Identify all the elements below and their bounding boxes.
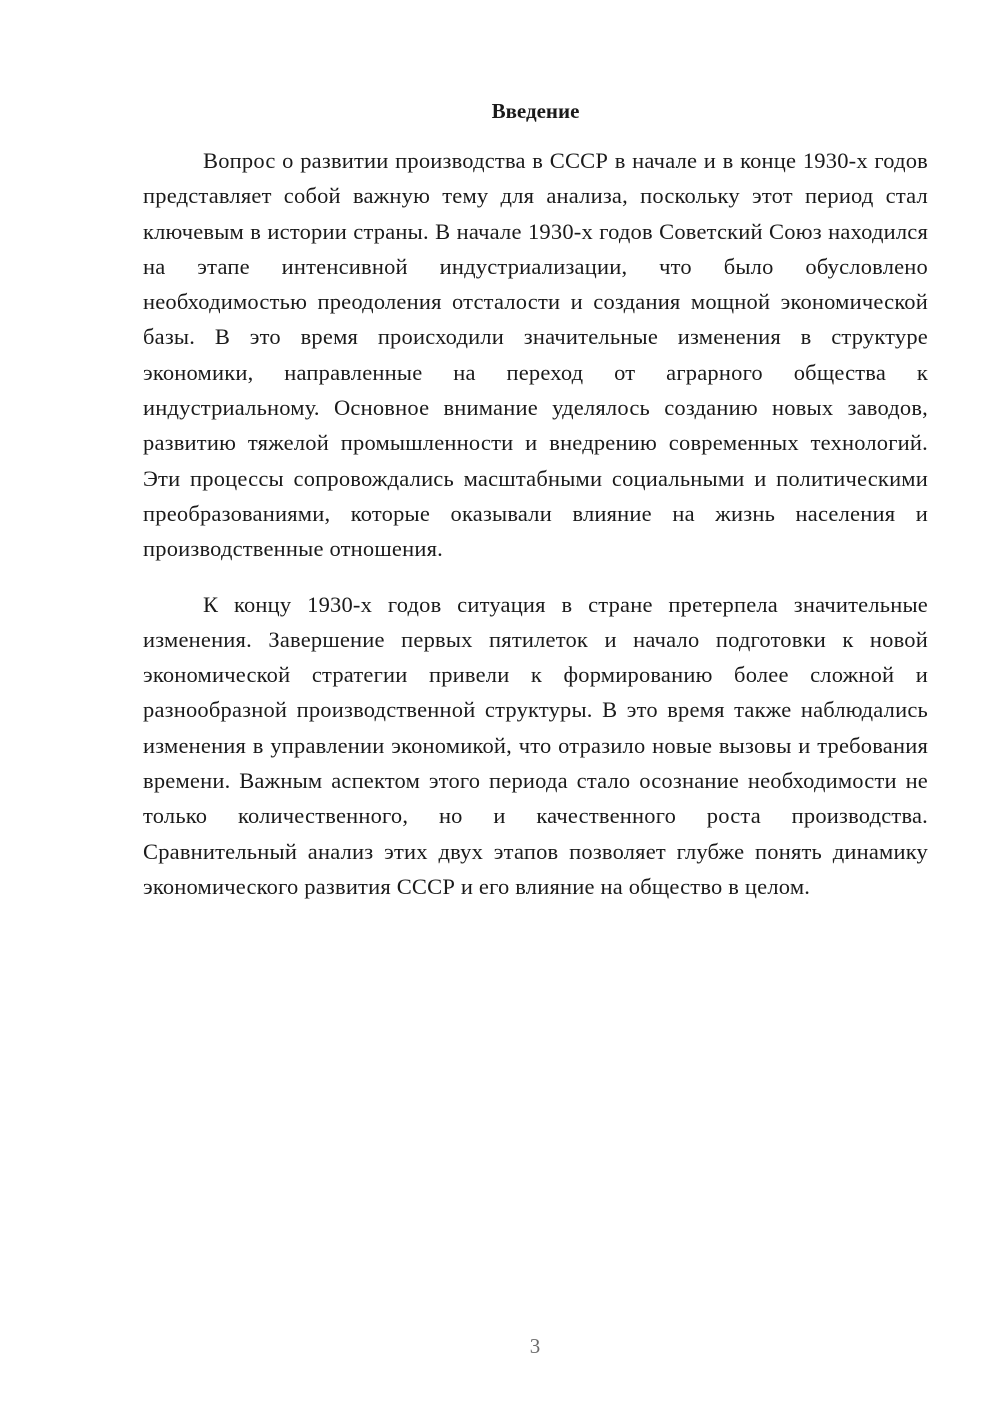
paragraph-2: К концу 1930-х годов ситуация в стране претерпела значительные изменения. Завершение первых пятилеток и начало подготовки к новой экономической стратегии привели к формированию более сложной и разнообразной производственной структуры. В это время также наблюдались изменения в управлении экономикой, что отразило новые вызовы и требования времени. Важным аспектом этого периода стало осознание необходимости не только количественного, но и качественного роста производства. Сравнительный анализ этих двух этапов позволяет глубже понять динамику экономического развития СССР и его влияние на общество в целом. (143, 591, 928, 899)
body-text (143, 143, 928, 904)
section-title: Введение (491, 99, 580, 123)
page-number: 3 (529, 1334, 541, 1358)
paragraph-1: Вопрос о развитии производства в СССР в начале и в конце 1930-х годов представляет собой важную тему для анализа, поскольку этот период стал ключевым в истории страны. В начале 1930-х годов Советский Союз находился на этапе интенсивной индустриализации, что было обусловлено необходимостью преодоления отсталости и создания мощной экономической базы. В это время происходили значительные изменения в структуре экономики, направленные на переход от аграрного общества к индустриальному. Основное внимание уделялось созданию новых заводов, развитию тяжелой промышленности и внедрению современных технологий. Эти процессы сопровождались масштабными социальными и политическими преобразованиями, которые оказывали влияние на жизнь населения и производственные отношения. (143, 148, 928, 562)
